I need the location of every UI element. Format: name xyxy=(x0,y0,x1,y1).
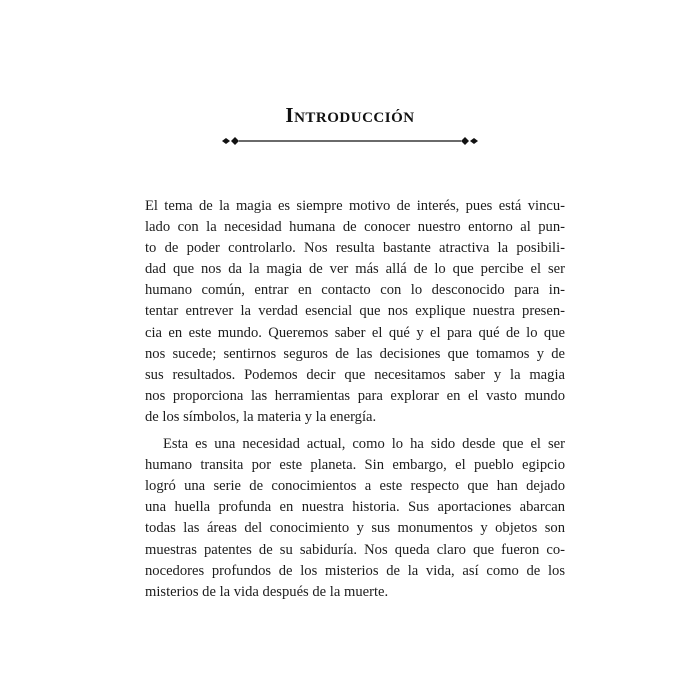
text-line: nos sucede; sentirnos seguros de las decisiones que tomamos y de xyxy=(145,345,565,362)
text-line: to de poder controlarlo. Nos resulta bastante atractiva la posibili- xyxy=(145,240,565,257)
text-line: una huella profunda en nuestra historia. Sus aportaciones abarcan xyxy=(145,499,565,516)
text-line: todas las áreas del conocimiento y sus monumentos y objetos son xyxy=(145,520,565,537)
text-line: nos proporciona las herramientas para explorar en el vasto mundo xyxy=(145,387,565,404)
text-line: Esta es una necesidad actual, como lo ha sido desde que el ser xyxy=(163,436,565,453)
text-line: de los símbolos, la materia y la energía. xyxy=(145,408,377,425)
text-line: lado con la necesidad humana de conocer nuestro entorno al pun- xyxy=(145,219,565,236)
body-text xyxy=(145,196,565,603)
right-diamond-ornament-icon xyxy=(461,137,478,145)
text-line: nocedores profundos de los misterios de la vida, así como de los xyxy=(145,562,565,579)
title-divider-ornament xyxy=(222,133,478,149)
text-line: cia en este mundo. Queremos saber el qué y el para qué de lo que xyxy=(145,324,565,341)
text-line: humano común, entrar en contacto con lo desconocido para in- xyxy=(145,282,565,299)
text-line: sus resultados. Podemos decir que necesitamos saber y la magia xyxy=(145,366,565,383)
text-line: logró una serie de conocimientos a este respecto que han dejado xyxy=(145,478,565,495)
text-line: El tema de la magia es siempre motivo de interés, pues está vincu- xyxy=(145,198,565,214)
left-diamond-ornament-icon xyxy=(222,137,239,145)
paragraph-2 xyxy=(145,434,565,603)
text-line: tentar entrever la verdad esencial que nos explique nuestra presen- xyxy=(145,303,565,320)
chapter-title: Introducción xyxy=(285,103,415,127)
text-line: muestras patentes de su sabiduría. Nos queda claro que fueron co- xyxy=(145,541,565,558)
text-line: humano transita por este planeta. Sin embargo, el pueblo egipcio xyxy=(145,457,565,474)
text-line: misterios de la vida después de la muerte. xyxy=(145,583,389,600)
paragraph-1 xyxy=(145,196,565,428)
text-line: dad que nos da la magia de ver más allá de lo que percibe el ser xyxy=(145,261,565,278)
